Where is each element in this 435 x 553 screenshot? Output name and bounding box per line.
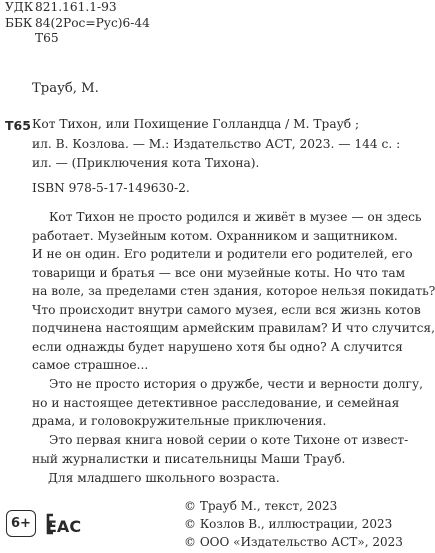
age-rating-badge: 6+ <box>6 510 36 537</box>
eac-certification-icon <box>46 512 82 536</box>
annotation-line: Это первая книга новой серии о коте Тихоне от извест- <box>49 433 409 447</box>
bbk-row <box>5 16 150 32</box>
annotation-paragraph-2 <box>32 377 423 433</box>
bbk-value: 84(2Рос=Рус)6-44 <box>35 15 150 30</box>
udk-value: 821.161.1-93 <box>35 0 117 14</box>
annotation-line: Кот Тихон не просто родился и живёт в музее — он здесь <box>49 210 422 224</box>
annotation-line: подчинена настоящим армейским правилам? И что случится, <box>32 321 435 335</box>
annotation-line: Что происходит внутри самого музея, если вся жизнь котов <box>32 302 421 317</box>
udk-row <box>5 0 150 16</box>
annotation-paragraph-1 <box>32 210 435 377</box>
eac-mark-text: ЕАС <box>46 517 82 536</box>
annotation-line: работает. Музейным котом. Охранником и защитником. <box>32 228 398 243</box>
annotation-line: если однажды будет нарушено хотя бы одно? А случится <box>32 339 403 354</box>
author-mark: Т65 <box>35 31 59 46</box>
copyright-line: © Трауб М., текст, 2023 <box>184 499 338 513</box>
age-note: Для младшего школьного возраста. <box>48 471 280 485</box>
annotation-line: на воле, за пределами стен здания, которое нельзя покидать? <box>32 284 435 298</box>
author-heading: Трауб, М. <box>32 81 99 96</box>
annotation-line: И не он один. Его родители и родители его родителей, его <box>32 247 413 261</box>
copyright-line: © ООО «Издательство АСТ», 2023 <box>184 535 403 549</box>
annotation-line: самое страшное... <box>32 358 149 372</box>
annotation-paragraph-3 <box>32 433 409 470</box>
copyright-line: © Козлов В., иллюстрации, 2023 <box>184 517 393 531</box>
classification-block <box>5 0 150 47</box>
annotation-line: товарищи и братья — все они музейные коты. Но что там <box>32 265 406 280</box>
bbk-label: ББК <box>5 15 33 30</box>
annotation-line: ный журналистки и писательницы Маши Трауб. <box>32 451 346 466</box>
copyright-block <box>184 499 403 553</box>
catalog-entry <box>32 117 401 176</box>
udk-label: УДК <box>5 0 34 14</box>
annotation-line: Это не просто история о дружбе, чести и верности долгу, <box>49 377 423 391</box>
isbn: ISBN 978-5-17-149630-2. <box>32 181 190 195</box>
catalog-mark: Т65 <box>5 118 31 133</box>
annotation-line: драма, и головокружительные приключения. <box>32 414 327 428</box>
catalog-line: Кот Тихон, или Похищение Голландца / М. Трауб ; <box>32 117 360 131</box>
annotation-line: но и настоящее детективное расследование, и семейная <box>32 395 400 410</box>
catalog-line: ил. В. Козлова. — М.: Издательство АСТ, 2023. — 144 с. : <box>32 136 401 151</box>
catalog-line: ил. — (Приключения кота Тихона). <box>32 156 260 170</box>
